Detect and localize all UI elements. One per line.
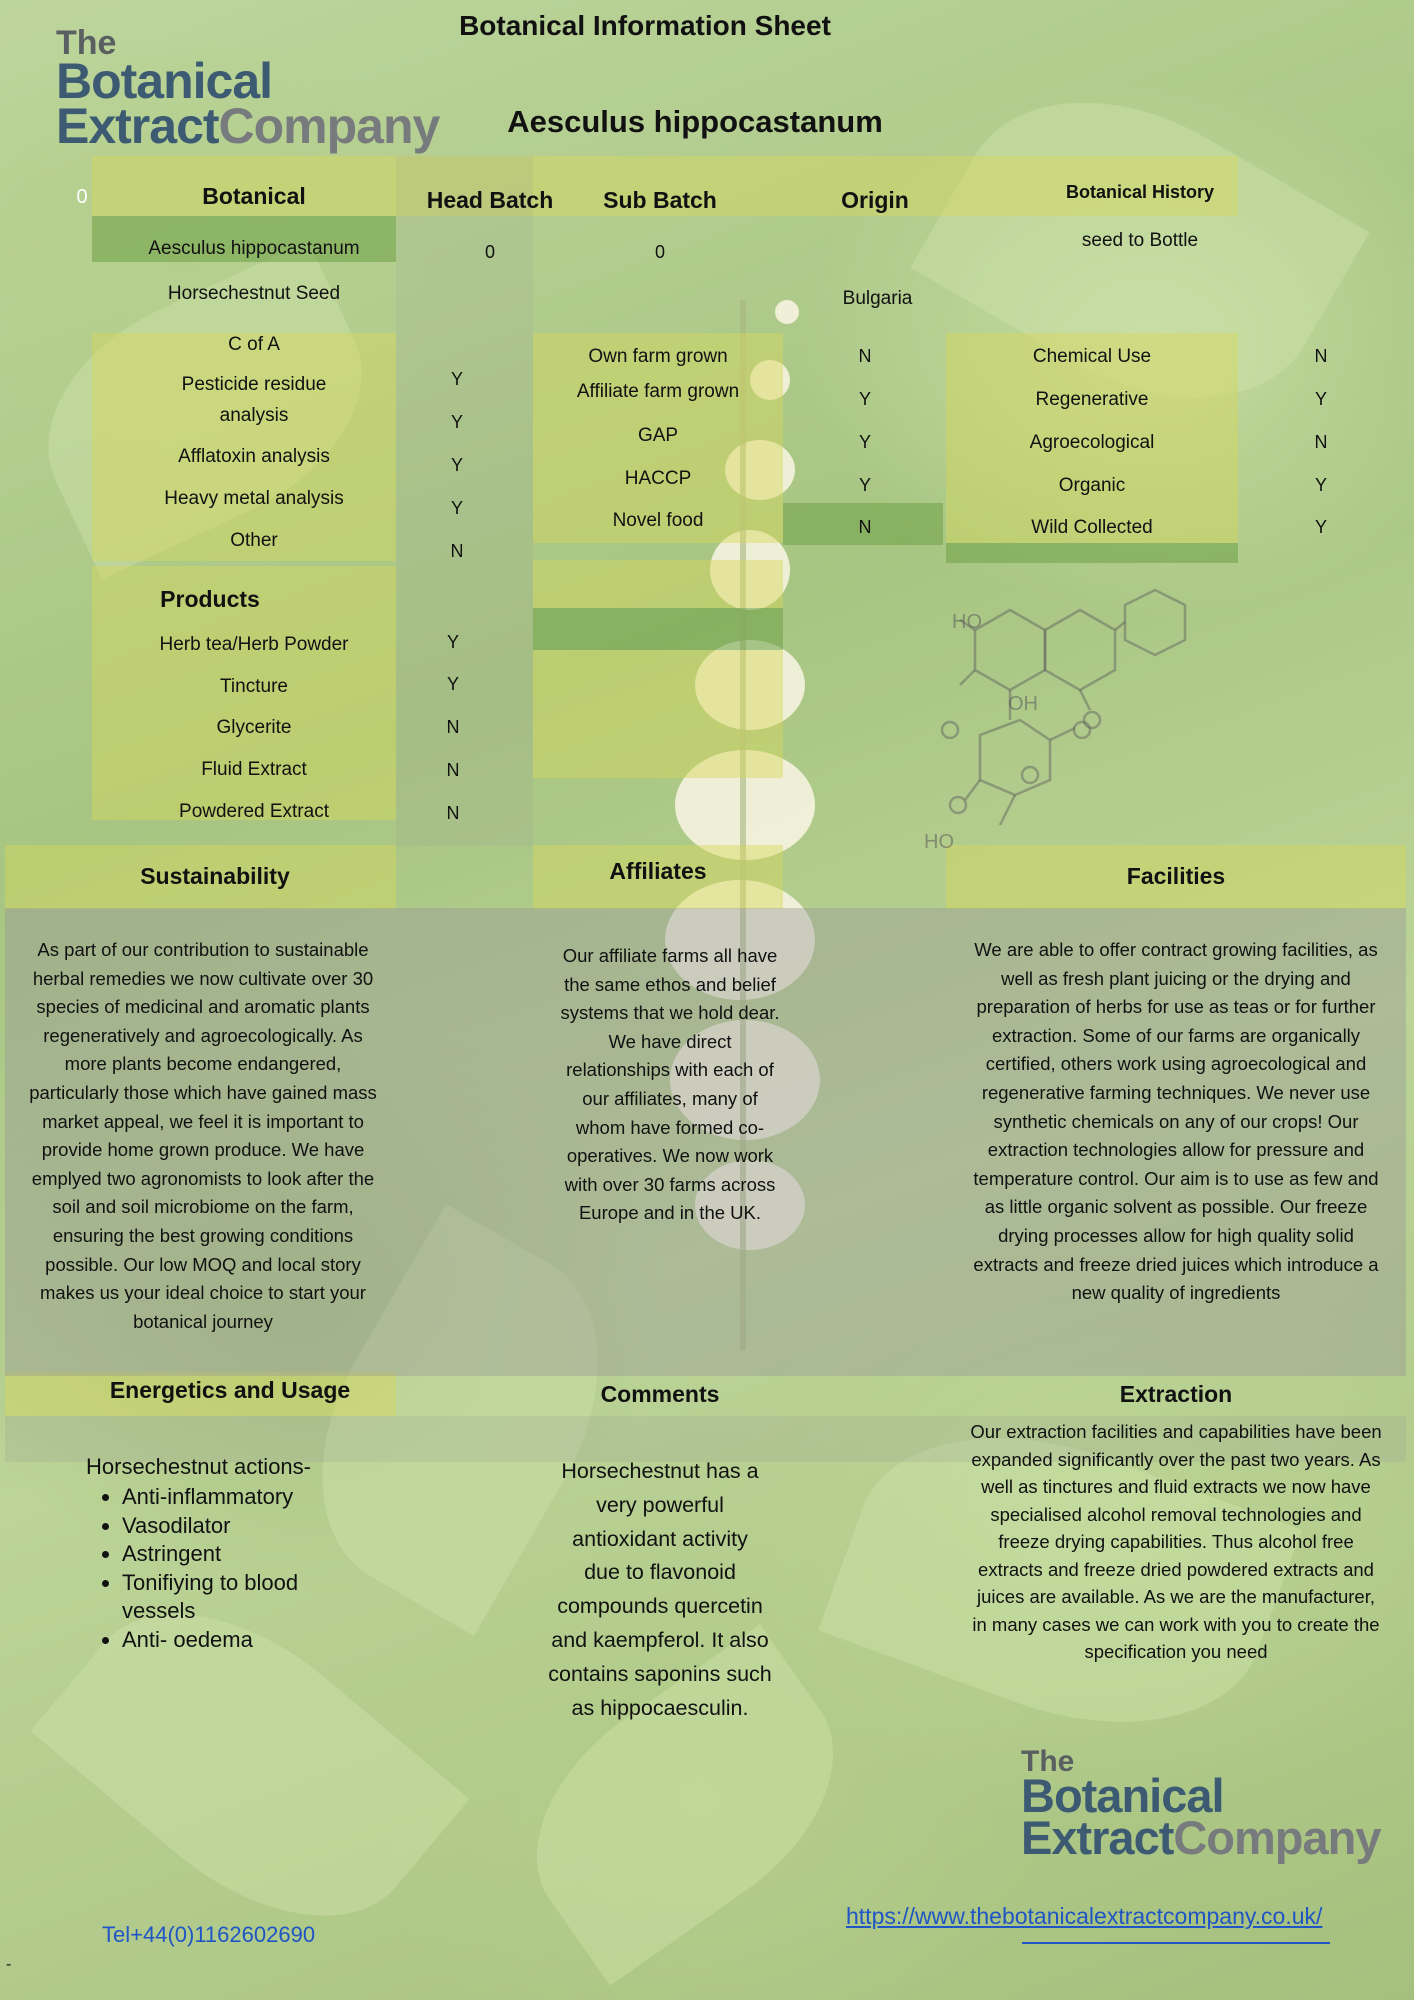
footer-dash: - (6, 1956, 12, 1973)
analysis-value: Y (450, 369, 463, 389)
molecule-label: HO (952, 611, 982, 633)
sustainability-text: As part of our contribution to sustainable herbal remedies we now cultivate over 30 species of medicinal and aromatic plants regeneratively and agroecologically. As more plants become endangered, particularly those which have gained mass market appeal, we feel it is important to provide home grown produce. We have emplyed two agronomists to look after the soil and soil microbiome on the farm, ensuring the best growing conditions possible. Our low MOQ and local story makes us your ideal choice to start your botanical journey (29, 939, 377, 1332)
energetics-intro: Horsechestnut actions- (86, 1454, 311, 1479)
practice-value: N (1314, 346, 1328, 366)
extraction-text: Our extraction facilities and capabilities have been expanded significantly over the past two years. As well as tinctures and fluid extracts we now have specialised alcohol removal technologies and freeze drying capabilities. Thus alcohol free extracts and freeze dried powdered extracts and juices are available. As we are the manufacturer, in many cases we can work with you to create the specification you need (970, 1421, 1382, 1662)
header-head-batch: Head Batch (426, 187, 554, 213)
head-batch-value: 0 (484, 242, 495, 262)
analysis-value: Y (450, 412, 463, 432)
energetics-list (86, 1483, 442, 1654)
farming-label: HACCP (624, 468, 692, 489)
logo-line2: Botanical (56, 52, 273, 109)
header-sub-batch: Sub Batch (603, 187, 717, 213)
farming-label: Own farm grown (588, 346, 728, 367)
molecule-label: OH (1008, 693, 1038, 715)
origin-value: Bulgaria (842, 288, 913, 309)
analysis-label: C of A (228, 334, 280, 355)
botanical-history-value: seed to Bottle (1081, 230, 1199, 251)
product-value: N (446, 760, 460, 780)
farming-value: Y (858, 432, 871, 452)
product-value: N (446, 717, 460, 737)
analysis-label: Pesticide residue (181, 374, 327, 395)
company-logo (56, 24, 440, 154)
farming-label: Novel food (612, 510, 704, 531)
band (533, 560, 783, 608)
logo-line1: The (1021, 1745, 1075, 1778)
analysis-value: Y (450, 455, 463, 475)
list-item: • Anti-inflammatory (122, 1483, 442, 1512)
practice-value: Y (1314, 389, 1327, 409)
analysis-label: analysis (219, 405, 289, 426)
band (533, 650, 783, 778)
section-title-energetics: Energetics and Usage (109, 1377, 351, 1403)
header-botanical: Botanical (202, 183, 306, 209)
logo-line3a: Extract (1021, 1811, 1174, 1865)
product-label: Fluid Extract (201, 759, 307, 780)
flavonoid-molecule-icon (920, 570, 1220, 860)
stray-zero: 0 (76, 186, 88, 208)
sheet-title: Botanical Information Sheet (459, 10, 831, 41)
farming-label: Affiliate farm grown (576, 381, 740, 402)
farming-value: Y (858, 389, 871, 409)
list-item: • Anti- oedema (122, 1626, 442, 1655)
section-title-comments: Comments (600, 1381, 720, 1407)
section-title-facilities: Facilities (1126, 863, 1226, 889)
analysis-label: Afflatoxin analysis (178, 446, 330, 467)
practice-value: N (1314, 432, 1328, 452)
section-title-sustainability: Sustainability (140, 863, 290, 889)
header-origin: Origin (841, 187, 909, 213)
logo-line2: Botanical (1021, 1769, 1224, 1822)
band (946, 543, 1238, 563)
product-value: N (446, 803, 460, 823)
analysis-label: Other (230, 530, 278, 551)
product-value: Y (446, 674, 459, 694)
product-label: Powdered Extract (179, 801, 329, 822)
practice-value: Y (1314, 517, 1327, 537)
logo-line3b: Company (1173, 1811, 1381, 1865)
logo-line3b: Company (218, 97, 440, 154)
list-item: • Tonifiying to blood vessels (122, 1569, 442, 1626)
molecule-label: HO (924, 831, 954, 853)
product-label: Tincture (220, 676, 288, 697)
product-label: Herb tea/Herb Powder (159, 634, 349, 655)
logo-line3a: Extract (56, 97, 219, 154)
comments-text: Horsechestnut has a very powerful antioxidant activity due to flavonoid compounds quercetin and kaempferol. It also contains saponins such as hippocaesculin. (548, 1459, 772, 1720)
band (533, 608, 783, 650)
farming-value: N (858, 517, 872, 537)
farming-label: GAP (637, 425, 679, 446)
botanical-latin-name: Aesculus hippocastanum (148, 238, 360, 259)
species-title: Aesculus hippocastanum (507, 104, 883, 139)
analysis-value: Y (450, 498, 463, 518)
facilities-text: We are able to offer contract growing facilities, as well as fresh plant juicing or the drying and preparation of herbs for use as teas or for further extraction. Some of our farms are organically certified, others work using agroecological and regenerative farming techniques. We never use synthetic chemicals on any of our crops! Our extraction technologies allow for pressure and temperature control. Our aim is to use as few and as little organic solvent as possible. Our freeze drying processes allow for high quality solid extracts and freeze dried juices which introduce a new quality of ingredients (973, 939, 1379, 1304)
product-value: Y (446, 632, 459, 652)
practice-label: Chemical Use (1032, 346, 1152, 367)
analysis-value: N (450, 541, 464, 561)
affiliates-text: Our affiliate farms all have the same ethos and belief systems that we hold dear. We have direct relationships with each of our affiliates, many of whom have formed co- operatives. We now work with over 30 farms across Europe and in the UK. (560, 945, 780, 1224)
botanical-common-name: Horsechestnut Seed (167, 283, 341, 304)
link-underline (1022, 1942, 1330, 1944)
section-title-affiliates: Affiliates (609, 858, 707, 884)
logo-line1: The (56, 24, 117, 62)
practice-label: Regenerative (1035, 389, 1149, 410)
practice-label: Wild Collected (1031, 517, 1153, 538)
header-botanical-history: Botanical History (1065, 182, 1215, 202)
products-title: Products (160, 586, 260, 612)
section-title-extraction: Extraction (1119, 1381, 1233, 1407)
farming-value: Y (858, 475, 871, 495)
sub-batch-value: 0 (654, 242, 665, 262)
company-logo-footer (1021, 1745, 1381, 1865)
farming-value: N (858, 346, 872, 366)
list-item: • Vasodilator (122, 1512, 442, 1541)
analysis-label: Heavy metal analysis (164, 488, 344, 509)
practice-value: Y (1314, 475, 1327, 495)
list-item: • Astringent (122, 1540, 442, 1569)
website-link[interactable]: https://www.thebotanicalextractcompany.co.uk/ (846, 1903, 1323, 1929)
product-label: Glycerite (216, 717, 292, 738)
telephone-number[interactable]: Tel+44(0)1162602690 (102, 1922, 316, 1947)
practice-label: Organic (1058, 475, 1126, 496)
practice-label: Agroecological (1029, 432, 1155, 453)
